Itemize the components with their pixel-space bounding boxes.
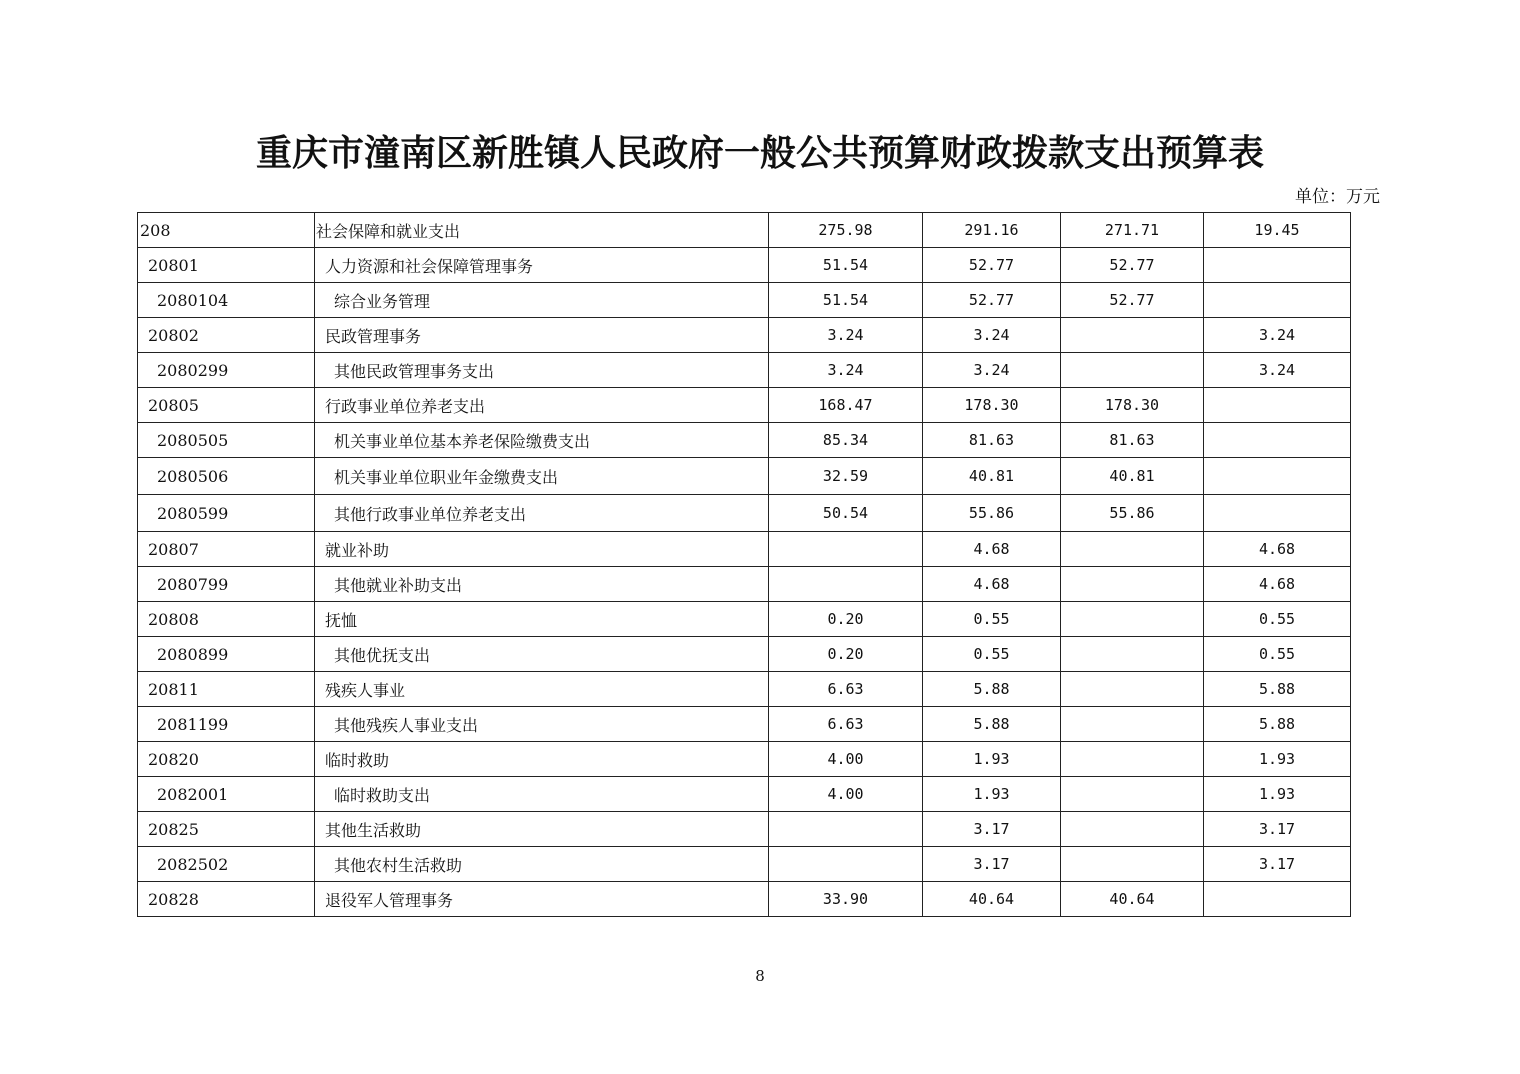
row-name: 人力资源和社会保障管理事务	[315, 248, 769, 283]
row-value-2: 40.64	[923, 882, 1061, 917]
row-name: 其他就业补助支出	[315, 567, 769, 602]
row-value-1: 51.54	[769, 283, 923, 318]
table-row	[138, 777, 1351, 812]
row-value-1	[769, 812, 923, 847]
row-value-3: 52.77	[1061, 248, 1204, 283]
row-value-2: 3.24	[923, 353, 1061, 388]
row-value-4: 5.88	[1204, 672, 1351, 707]
table-row	[138, 318, 1351, 353]
row-name: 其他残疾人事业支出	[315, 707, 769, 742]
row-value-4: 0.55	[1204, 602, 1351, 637]
row-code: 2080104	[138, 283, 315, 318]
row-value-1: 275.98	[769, 213, 923, 248]
table-row	[138, 213, 1351, 248]
row-value-4	[1204, 458, 1351, 495]
row-value-2: 0.55	[923, 637, 1061, 672]
row-value-2: 3.17	[923, 847, 1061, 882]
table-row	[138, 637, 1351, 672]
row-value-3: 52.77	[1061, 283, 1204, 318]
row-value-4	[1204, 882, 1351, 917]
row-value-1: 6.63	[769, 707, 923, 742]
row-value-1: 33.90	[769, 882, 923, 917]
row-name: 行政事业单位养老支出	[315, 388, 769, 423]
table-row	[138, 458, 1351, 495]
row-value-4: 1.93	[1204, 742, 1351, 777]
row-value-2: 4.68	[923, 532, 1061, 567]
row-value-3	[1061, 602, 1204, 637]
row-value-3	[1061, 672, 1204, 707]
table-row	[138, 495, 1351, 532]
row-code: 20802	[138, 318, 315, 353]
table-row	[138, 882, 1351, 917]
row-value-2: 0.55	[923, 602, 1061, 637]
row-name: 社会保障和就业支出	[315, 213, 769, 248]
table-row	[138, 353, 1351, 388]
row-value-2: 52.77	[923, 248, 1061, 283]
row-value-4: 3.17	[1204, 812, 1351, 847]
row-value-2: 40.81	[923, 458, 1061, 495]
row-value-4	[1204, 283, 1351, 318]
row-value-4	[1204, 248, 1351, 283]
table-row	[138, 707, 1351, 742]
row-code: 20808	[138, 602, 315, 637]
row-value-1: 32.59	[769, 458, 923, 495]
row-name: 其他行政事业单位养老支出	[315, 495, 769, 532]
row-code: 2081199	[138, 707, 315, 742]
row-value-4	[1204, 495, 1351, 532]
row-code: 20820	[138, 742, 315, 777]
row-value-1: 168.47	[769, 388, 923, 423]
row-value-2: 5.88	[923, 707, 1061, 742]
row-value-4: 3.24	[1204, 318, 1351, 353]
row-value-4: 3.17	[1204, 847, 1351, 882]
row-name: 综合业务管理	[315, 283, 769, 318]
row-value-3: 271.71	[1061, 213, 1204, 248]
row-value-2: 3.24	[923, 318, 1061, 353]
row-value-4: 5.88	[1204, 707, 1351, 742]
row-value-4: 0.55	[1204, 637, 1351, 672]
row-code: 2082502	[138, 847, 315, 882]
row-value-1: 4.00	[769, 742, 923, 777]
row-value-1: 4.00	[769, 777, 923, 812]
table-row	[138, 602, 1351, 637]
row-value-2: 291.16	[923, 213, 1061, 248]
row-code: 2080506	[138, 458, 315, 495]
row-code: 20805	[138, 388, 315, 423]
row-value-2: 55.86	[923, 495, 1061, 532]
row-value-3	[1061, 318, 1204, 353]
row-value-4	[1204, 423, 1351, 458]
table-row	[138, 248, 1351, 283]
row-name: 机关事业单位职业年金缴费支出	[315, 458, 769, 495]
row-value-3: 81.63	[1061, 423, 1204, 458]
row-value-1	[769, 567, 923, 602]
row-code: 208	[138, 213, 315, 248]
row-value-1: 50.54	[769, 495, 923, 532]
row-value-3	[1061, 353, 1204, 388]
unit-label: 单位：万元	[1295, 187, 1380, 207]
row-value-1: 0.20	[769, 637, 923, 672]
row-value-3	[1061, 532, 1204, 567]
row-value-2: 52.77	[923, 283, 1061, 318]
row-value-1: 6.63	[769, 672, 923, 707]
row-value-1: 3.24	[769, 318, 923, 353]
page-title: 重庆市潼南区新胜镇人民政府一般公共预算财政拨款支出预算表	[255, 132, 1264, 174]
row-value-1: 51.54	[769, 248, 923, 283]
row-name: 退役军人管理事务	[315, 882, 769, 917]
row-value-3	[1061, 707, 1204, 742]
table-row	[138, 672, 1351, 707]
table-row	[138, 388, 1351, 423]
table-row	[138, 283, 1351, 318]
row-value-3	[1061, 812, 1204, 847]
row-value-1: 0.20	[769, 602, 923, 637]
row-value-4: 1.93	[1204, 777, 1351, 812]
row-value-3: 40.81	[1061, 458, 1204, 495]
table-row	[138, 847, 1351, 882]
row-name: 机关事业单位基本养老保险缴费支出	[315, 423, 769, 458]
table-row	[138, 532, 1351, 567]
row-code: 20807	[138, 532, 315, 567]
row-value-1	[769, 847, 923, 882]
table-row	[138, 742, 1351, 777]
row-value-1: 3.24	[769, 353, 923, 388]
row-value-2: 4.68	[923, 567, 1061, 602]
row-value-3	[1061, 742, 1204, 777]
row-value-2: 1.93	[923, 777, 1061, 812]
row-value-4: 19.45	[1204, 213, 1351, 248]
row-value-3	[1061, 777, 1204, 812]
budget-table	[137, 212, 1351, 917]
row-value-2: 1.93	[923, 742, 1061, 777]
row-name: 残疾人事业	[315, 672, 769, 707]
row-value-3	[1061, 847, 1204, 882]
row-name: 抚恤	[315, 602, 769, 637]
row-code: 20811	[138, 672, 315, 707]
row-value-1: 85.34	[769, 423, 923, 458]
row-name: 就业补助	[315, 532, 769, 567]
row-value-2: 5.88	[923, 672, 1061, 707]
row-code: 20801	[138, 248, 315, 283]
row-name: 其他优抚支出	[315, 637, 769, 672]
row-name: 临时救助支出	[315, 777, 769, 812]
row-code: 2080299	[138, 353, 315, 388]
row-value-3: 178.30	[1061, 388, 1204, 423]
row-value-3: 55.86	[1061, 495, 1204, 532]
row-value-1	[769, 532, 923, 567]
row-name: 其他农村生活救助	[315, 847, 769, 882]
row-value-4: 4.68	[1204, 532, 1351, 567]
row-code: 2082001	[138, 777, 315, 812]
row-code: 2080899	[138, 637, 315, 672]
row-value-4: 4.68	[1204, 567, 1351, 602]
row-value-2: 81.63	[923, 423, 1061, 458]
row-value-3	[1061, 637, 1204, 672]
table-row	[138, 423, 1351, 458]
row-value-3	[1061, 567, 1204, 602]
row-code: 2080799	[138, 567, 315, 602]
table-row	[138, 567, 1351, 602]
row-name: 其他生活救助	[315, 812, 769, 847]
row-value-3: 40.64	[1061, 882, 1204, 917]
page-number: 8	[755, 967, 765, 985]
row-code: 2080599	[138, 495, 315, 532]
row-value-4: 3.24	[1204, 353, 1351, 388]
row-code: 20825	[138, 812, 315, 847]
row-code: 20828	[138, 882, 315, 917]
row-name: 民政管理事务	[315, 318, 769, 353]
row-name: 其他民政管理事务支出	[315, 353, 769, 388]
row-value-2: 3.17	[923, 812, 1061, 847]
table-row	[138, 812, 1351, 847]
row-value-4	[1204, 388, 1351, 423]
row-name: 临时救助	[315, 742, 769, 777]
row-value-2: 178.30	[923, 388, 1061, 423]
row-code: 2080505	[138, 423, 315, 458]
